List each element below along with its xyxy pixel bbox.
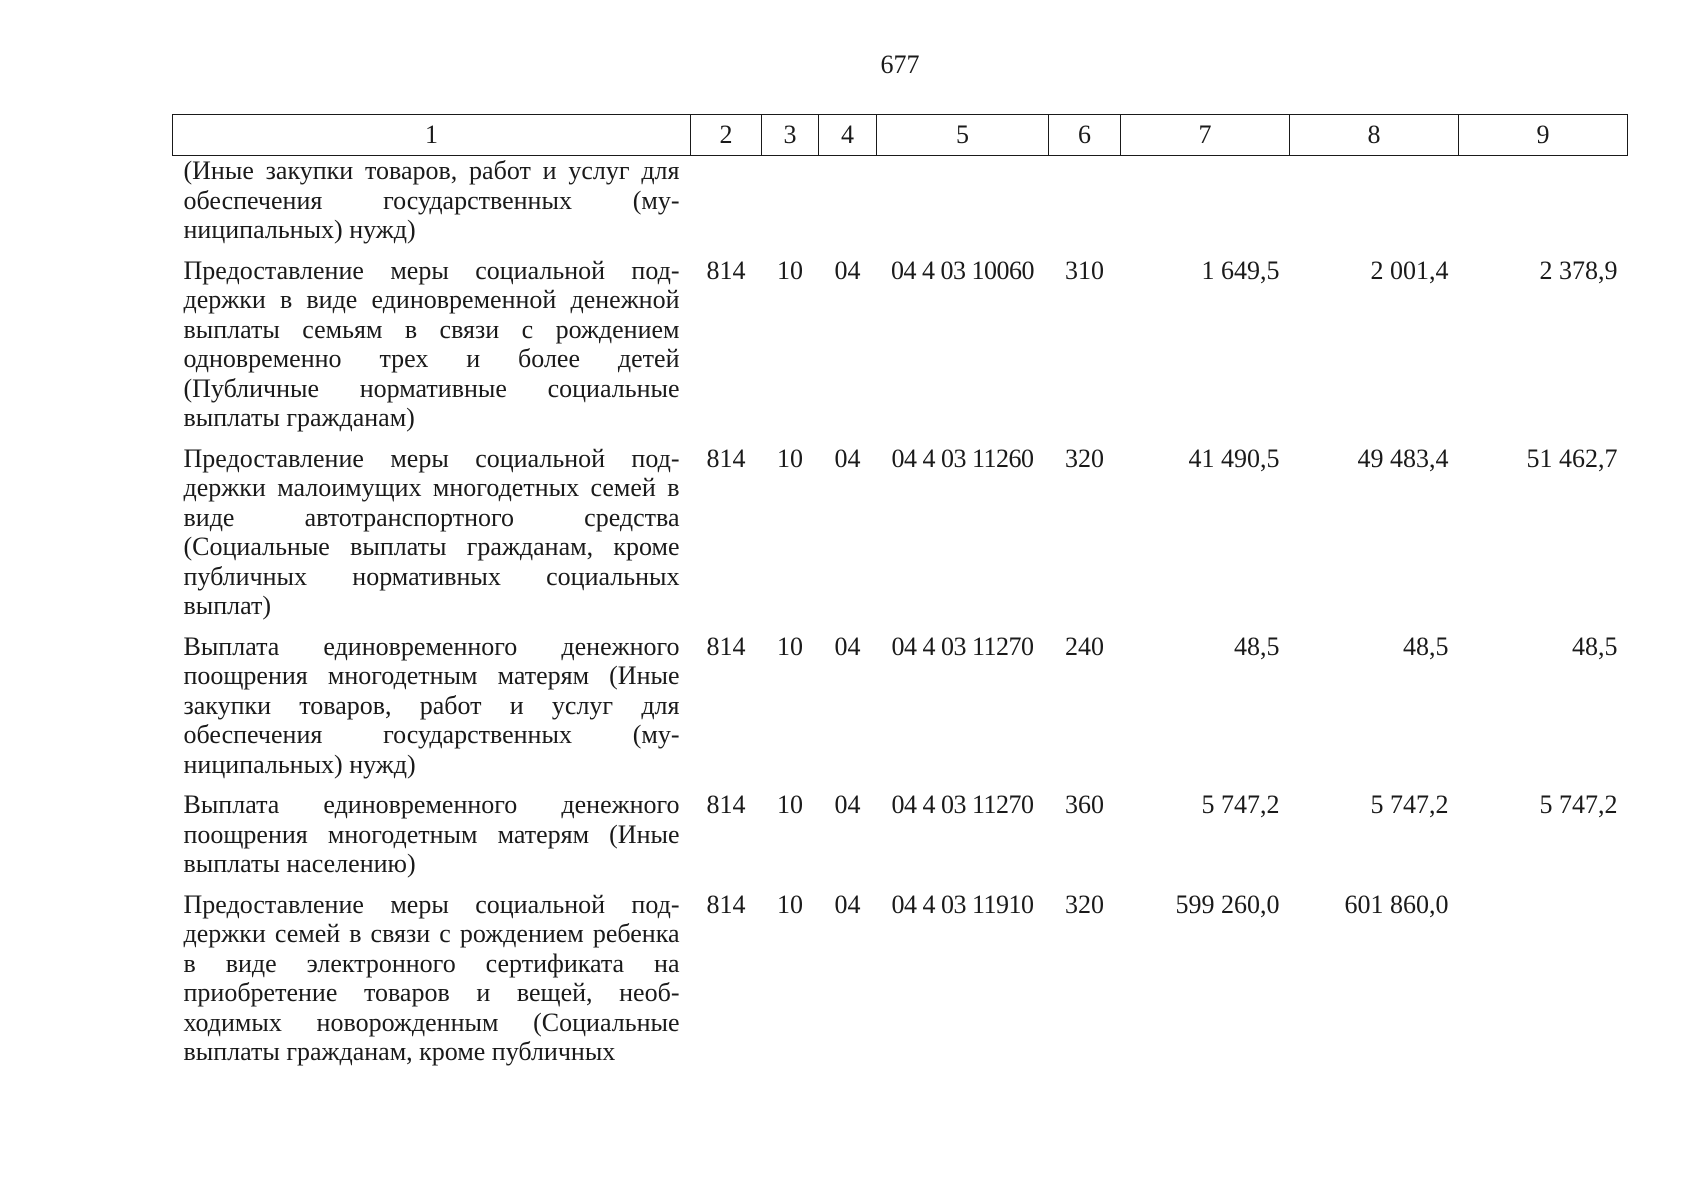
row-target-article: 04 4 03 11260 <box>891 443 1034 473</box>
table-row <box>173 632 1628 791</box>
row-ministry-code <box>691 156 762 256</box>
row-expense-type <box>1049 156 1121 256</box>
row-value-col-8: 601 860,0 <box>1344 889 1449 919</box>
row-value-col-7: 1 649,5 <box>1201 255 1280 285</box>
row-value-col-9 <box>1459 156 1628 256</box>
header-col-6: 6 <box>1049 115 1121 156</box>
header-col-4: 4 <box>819 115 877 156</box>
page-number: 677 <box>880 50 920 79</box>
row-subsection <box>819 156 877 256</box>
row-subsection: 04 <box>834 889 861 919</box>
row-section: 10 <box>777 790 803 819</box>
row-ministry-code: 814 <box>706 255 746 285</box>
row-subsection: 04 <box>834 443 861 473</box>
table-row <box>173 790 1628 890</box>
row-value-col-9: 5 747,2 <box>1539 790 1618 819</box>
row-ministry-code: 814 <box>706 889 746 919</box>
row-value-col-8: 49 483,4 <box>1357 443 1449 473</box>
row-section: 10 <box>777 889 803 919</box>
row-value-col-9 <box>1459 890 1628 1078</box>
row-target-article: 04 4 03 11270 <box>891 790 1034 819</box>
row-value-col-8: 48,5 <box>1403 631 1449 661</box>
row-subsection: 04 <box>834 631 861 661</box>
row-value-col-7: 41 490,5 <box>1188 443 1280 473</box>
row-expense-type: 310 <box>1065 255 1104 285</box>
row-subsection: 04 <box>834 790 861 819</box>
header-col-3: 3 <box>762 115 819 156</box>
row-expense-type: 320 <box>1065 889 1104 919</box>
row-value-col-7 <box>1121 156 1290 256</box>
row-value-col-7: 5 747,2 <box>1201 790 1280 819</box>
row-expense-type: 320 <box>1065 443 1104 473</box>
budget-table <box>172 114 1628 1078</box>
row-ministry-code: 814 <box>706 790 746 819</box>
header-col-1: 1 <box>173 115 691 156</box>
row-description: (Иные закупки товаров, работ и услуг для обеспечения государственных (муниципальных) нужд) <box>183 156 680 244</box>
header-col-2: 2 <box>691 115 762 156</box>
row-section <box>762 156 819 256</box>
header-col-7: 7 <box>1121 115 1290 156</box>
row-description: Предоставление меры социальной поддержки семей в связи с рождением ребенка в виде электронного сертификата на приобретение товаров и вещей, необходимых новорожденным (Социальные выплаты гражданам, кроме публичных <box>183 889 680 1066</box>
row-expense-type: 360 <box>1065 790 1104 819</box>
table-row <box>173 156 1628 256</box>
row-target-article <box>877 156 1049 256</box>
header-col-8: 8 <box>1290 115 1459 156</box>
table-row <box>173 444 1628 632</box>
table-row <box>173 256 1628 444</box>
row-subsection: 04 <box>834 255 861 285</box>
row-value-col-8: 5 747,2 <box>1370 790 1449 819</box>
row-value-col-9: 48,5 <box>1572 631 1618 661</box>
row-value-col-9: 51 462,7 <box>1526 443 1618 473</box>
row-description: Выплата единовременного денежного поощрения многодетным матерям (Иные выплаты населению) <box>183 790 680 878</box>
row-value-col-7: 48,5 <box>1234 631 1280 661</box>
header-col-5: 5 <box>877 115 1049 156</box>
table-header-row <box>173 115 1628 156</box>
row-description: Выплата единовременного денежного поощрения многодетным матерям (Иные закупки товаров, работ и услуг для обеспечения государственных (муниципальных) нужд) <box>183 631 680 779</box>
row-ministry-code: 814 <box>706 631 746 661</box>
row-value-col-8 <box>1290 156 1459 256</box>
row-description: Предоставление меры социальной поддержки в виде единовременной денежной выплаты семьям в связи с рождением одновременно трех и более детей (Публичные нормативные социальные выплаты гражданам) <box>183 255 680 432</box>
row-section: 10 <box>777 631 803 661</box>
header-col-9: 9 <box>1459 115 1628 156</box>
row-target-article: 04 4 03 10060 <box>891 255 1034 285</box>
row-target-article: 04 4 03 11910 <box>891 889 1034 919</box>
row-section: 10 <box>777 443 803 473</box>
row-ministry-code: 814 <box>706 443 746 473</box>
row-value-col-7: 599 260,0 <box>1175 889 1280 919</box>
table-row <box>173 890 1628 1078</box>
row-section: 10 <box>777 255 803 285</box>
row-value-col-9: 2 378,9 <box>1539 255 1618 285</box>
row-expense-type: 240 <box>1065 631 1104 661</box>
row-description: Предоставление меры социальной поддержки малоимущих многодетных семей в виде автотранспортного средства (Социальные выплаты гражданам, кроме публичных нормативных социальных выплат) <box>183 443 680 620</box>
row-target-article: 04 4 03 11270 <box>891 631 1034 661</box>
row-value-col-8: 2 001,4 <box>1370 255 1449 285</box>
